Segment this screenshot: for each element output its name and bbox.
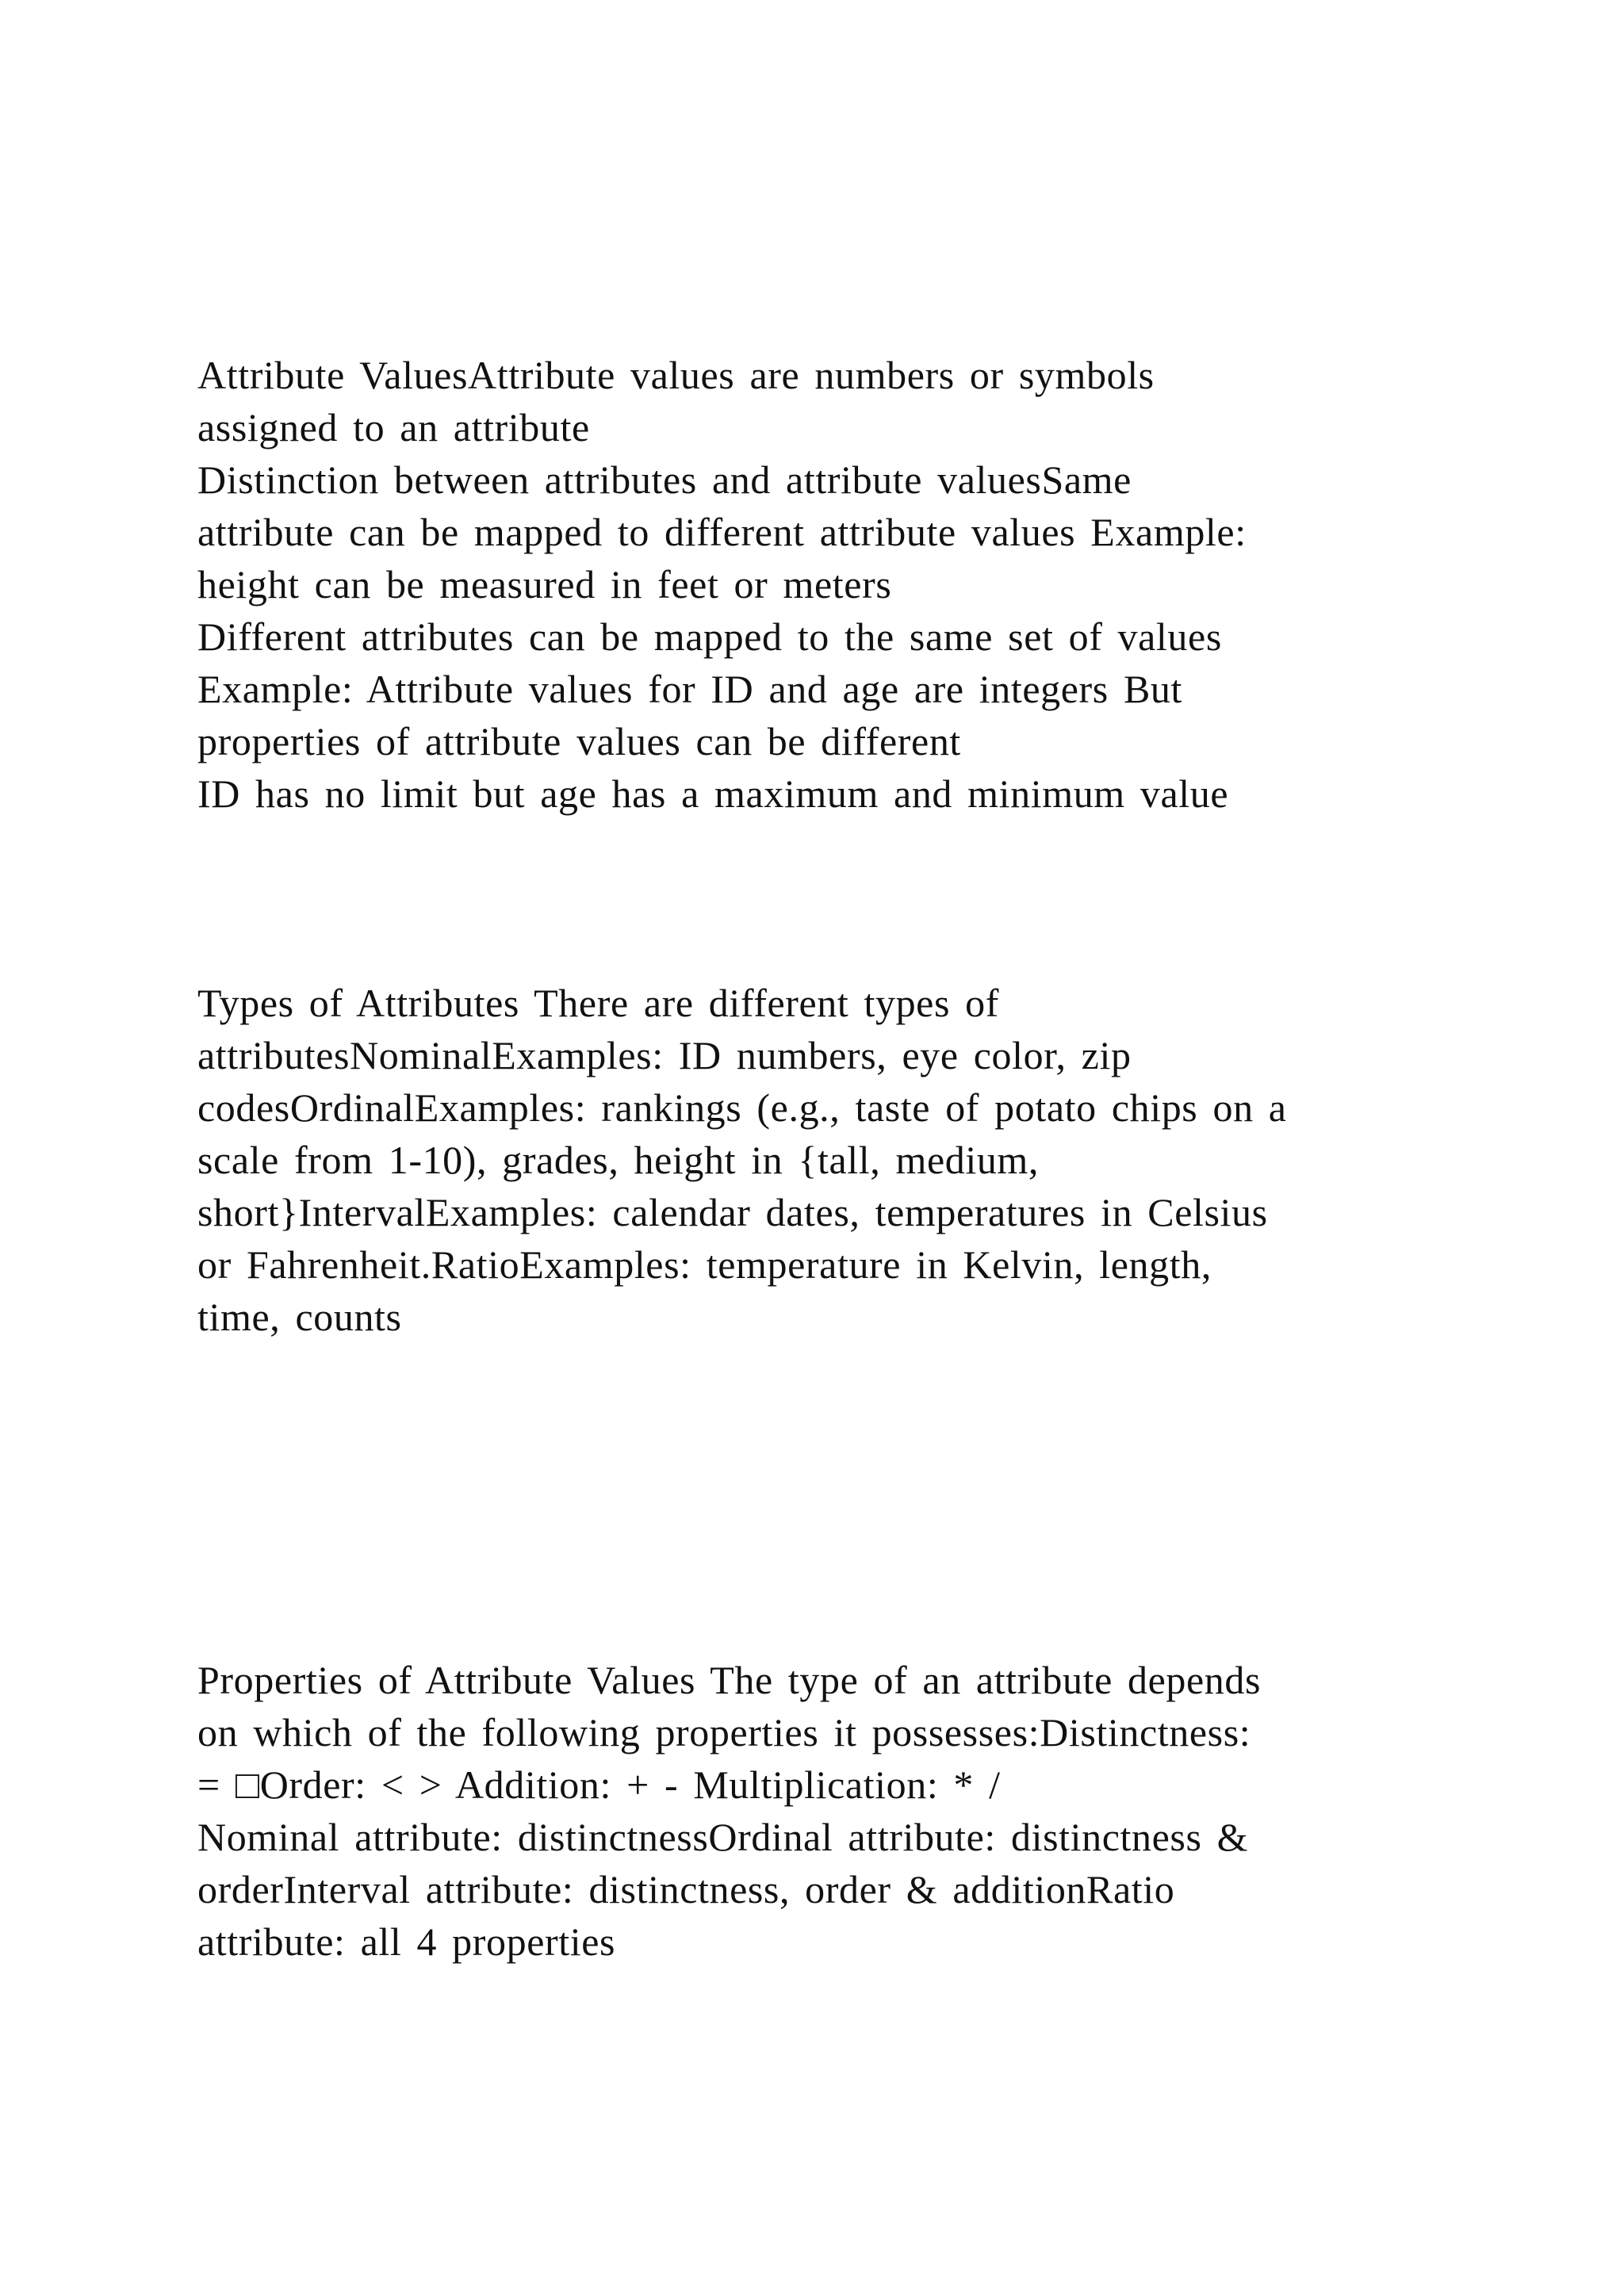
section-properties-of-attribute-values (197, 1654, 1514, 1968)
text-line: Distinction between attributes and attribute valuesSame (197, 457, 1132, 502)
text-line: = □Order: < > Addition: + - Multiplication: * / (197, 1762, 1001, 1807)
text-line: Properties of Attribute Values The type of an attribute depends (197, 1658, 1262, 1702)
text-line: short}IntervalExamples: calendar dates, temperatures in Celsius (197, 1190, 1268, 1234)
text-line: attribute can be mapped to different attribute values Example: (197, 510, 1247, 554)
section-attribute-values (197, 349, 1514, 820)
text-line: time, counts (197, 1295, 402, 1339)
text-line: assigned to an attribute (197, 405, 590, 450)
text-line: Nominal attribute: distinctnessOrdinal attribute: distinctness & (197, 1815, 1249, 1859)
text-line: codesOrdinalExamples: rankings (e.g., taste of potato chips on a (197, 1085, 1287, 1130)
text-line: Example: Attribute values for ID and age are integers But (197, 667, 1182, 711)
text-line: attributesNominalExamples: ID numbers, eye color, zip (197, 1033, 1132, 1077)
text-line: attribute: all 4 properties (197, 1919, 616, 1964)
text-line: Attribute ValuesAttribute values are numbers or symbols (197, 353, 1155, 397)
text-line: on which of the following properties it possesses:Distinctness: (197, 1710, 1251, 1755)
text-line: or Fahrenheit.RatioExamples: temperature in Kelvin, length, (197, 1242, 1212, 1287)
text-line: Different attributes can be mapped to the same set of values (197, 614, 1222, 659)
text-line: properties of attribute values can be different (197, 719, 961, 763)
text-line: scale from 1-10), grades, height in {tall, medium, (197, 1138, 1040, 1182)
text-line: height can be measured in feet or meters (197, 562, 892, 607)
text-line: ID has no limit but age has a maximum and minimum value (197, 771, 1229, 816)
text-line: Types of Attributes There are different types of (197, 981, 999, 1025)
section-types-of-attributes (197, 977, 1514, 1343)
text-line: orderInterval attribute: distinctness, order & additionRatio (197, 1867, 1175, 1911)
